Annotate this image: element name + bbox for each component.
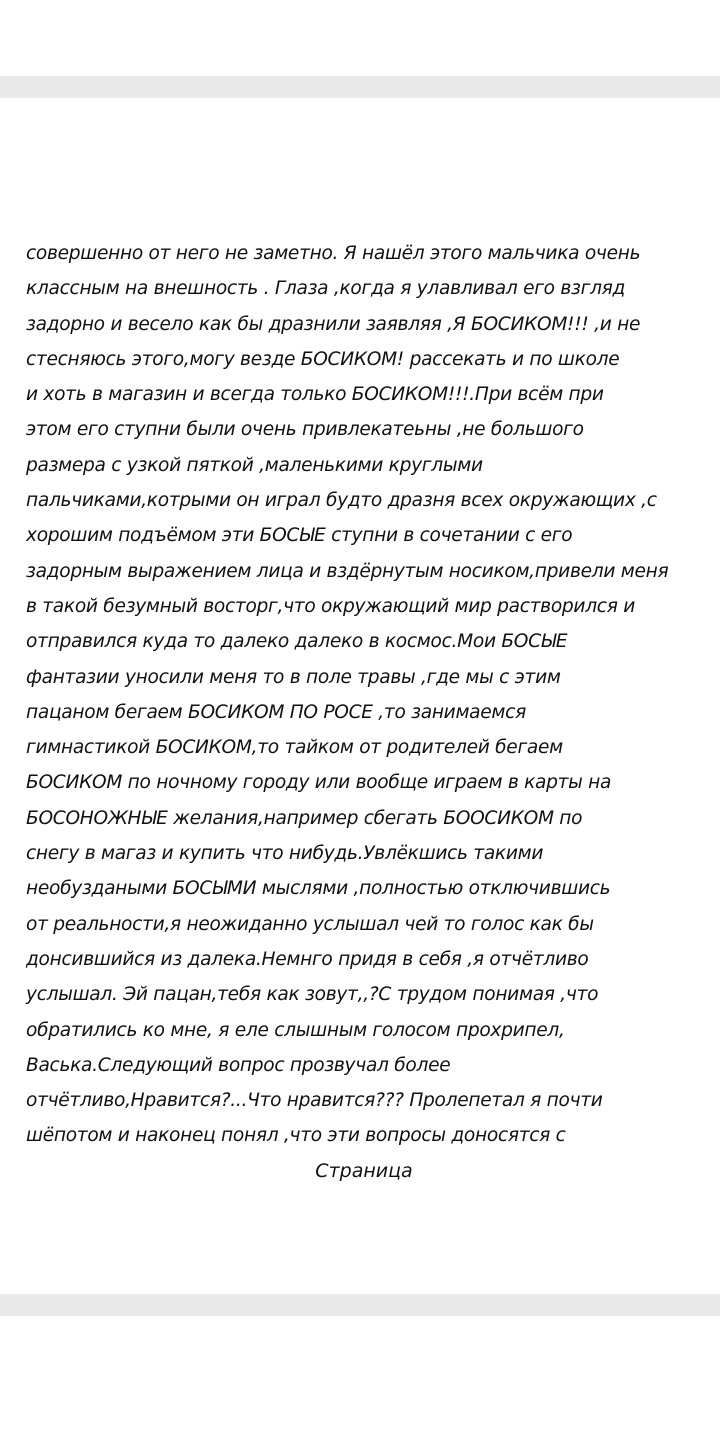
text-line: необуздаными БОСЫМИ мыслями ,полностью отключившись [26,878,611,900]
text-line: БОСИКОМ по ночному городу или вообще играем в карты на [26,772,612,794]
text-line: стесняюсь этого,могу везде БОСИКОМ! рассекать и по школе [26,348,620,370]
text-line: гимнастикой БОСИКОМ,то тайком от родителей бегаем [26,737,563,759]
text-line: Васька.Следующий вопрос прозвучал более [26,1054,451,1076]
text-line: этом его ступни были очень привлекатеьны ,не большого [26,419,584,441]
text-line: задорным выражением лица и вздёрнутым носиком,привели меня [26,560,669,582]
text-line: пальчиками,котрыми он играл будто дразня всех окружающих ,с [26,490,657,512]
text-line: отправился куда то далеко далеко в космос.Мои БОСЫЕ [26,631,568,653]
text-line: и хоть в магазин и всегда только БОСИКОМ!!!.При всём при [26,384,604,406]
text-line: классным на внешность . Глаза ,когда я улавливал его взгляд [26,278,626,300]
text-line: от реальности,я неожиданно услышал чей то голос как бы [26,913,594,935]
text-line: БОСОНОЖНЫЕ желания,например сбегать БООСИКОМ по [26,807,583,829]
top-viewer-area [0,0,720,76]
text-line: услышал. Эй пацан,тебя как зовут,,?С трудом понимая ,что [26,984,599,1006]
text-line: размера с узкой пяткой ,маленькими круглыми [26,454,483,476]
text-line: совершенно от него не заметно. Я нашёл этого мальчика очень [26,243,641,264]
text-line: снегу в магаз и купить что нибудь.Увлёкшись такими [26,843,544,865]
text-line: шёпотом и наконец понял ,что эти вопросы доносятся с [26,1125,566,1147]
document-page[interactable] [0,98,720,1294]
text-line: задорно и весело как бы дразнили заявляя ,Я БОСИКОМ!!! ,и не [26,313,641,335]
page-text-body [26,236,716,1154]
text-line: в такой безумный восторг,что окружающий мир растворился и [26,595,635,617]
page-separator-bottom [0,1294,720,1316]
text-line: фантазии уносили меня то в поле травы ,где мы с этим [26,666,561,688]
text-line: донсившийся из далека.Немнго придя в себя ,я отчётливо [26,948,589,970]
bottom-viewer-area [0,1316,720,1440]
text-line: обратились ко мне, я еле слышным голосом прохрипел, [26,1019,565,1041]
page-footer-label: Страница [315,1160,413,1182]
text-line: хорошим подъёмом эти БОСЫЕ ступни в сочетании с его [26,525,573,547]
page-separator-top [0,76,720,98]
text-line: отчётливо,Нравится?...Что нравится??? Пролепетал я почти [26,1090,603,1112]
text-line: пацаном бегаем БОСИКОМ ПО РОСЕ ,то занимаемся [26,701,526,723]
